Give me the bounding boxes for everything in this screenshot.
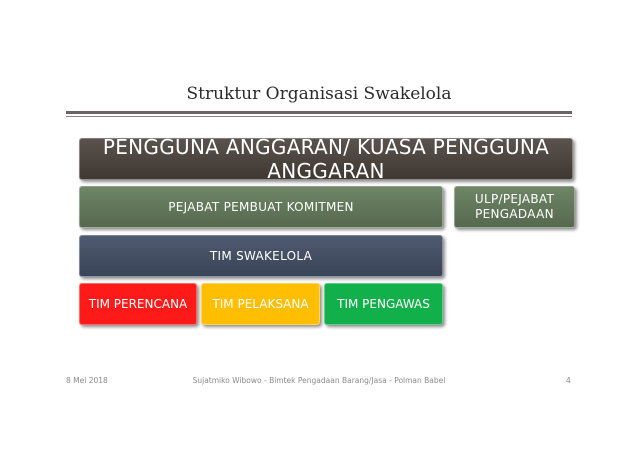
tim-pelaksana-label: TIM PELAKSANA — [212, 297, 309, 311]
ulp-label-line2: PENGADAAN — [475, 207, 554, 221]
box-tim-pelaksana — [201, 283, 320, 325]
ulp-label-line1: ULP/PEJABAT — [474, 192, 555, 206]
box-ulp-pejabat-pengadaan — [454, 186, 575, 228]
title-divider-thin — [66, 116, 572, 117]
box-tim-swakelola — [79, 235, 443, 277]
footer-page-number: 4 — [566, 376, 571, 385]
box-tim-pengawas — [324, 283, 443, 325]
ppk-label: PEJABAT PEMBUAT KOMITMEN — [168, 200, 354, 214]
footer-date: 8 Mei 2018 — [66, 376, 108, 385]
tim-pengawas-label: TIM PENGAWAS — [337, 297, 430, 311]
box-pengguna-anggaran — [79, 135, 573, 183]
box-pejabat-pembuat-komitmen — [79, 186, 443, 228]
box-tim-perencana — [79, 283, 197, 325]
footer-presenter: Sujatmiko Wibowo - Bimtek Pengadaan Barang/Jasa - Polman Babel — [192, 376, 446, 385]
tim-perencana-label: TIM PERENCANA — [88, 297, 188, 311]
slide-title: Struktur Organisasi Swakelola — [186, 84, 452, 104]
pengguna-anggaran-label: PENGGUNA ANGGARAN/ KUASA PENGGUNA ANGGARAN — [102, 135, 550, 183]
title-divider-thick — [66, 111, 572, 114]
tim-swakelola-label: TIM SWAKELOLA — [209, 249, 313, 263]
